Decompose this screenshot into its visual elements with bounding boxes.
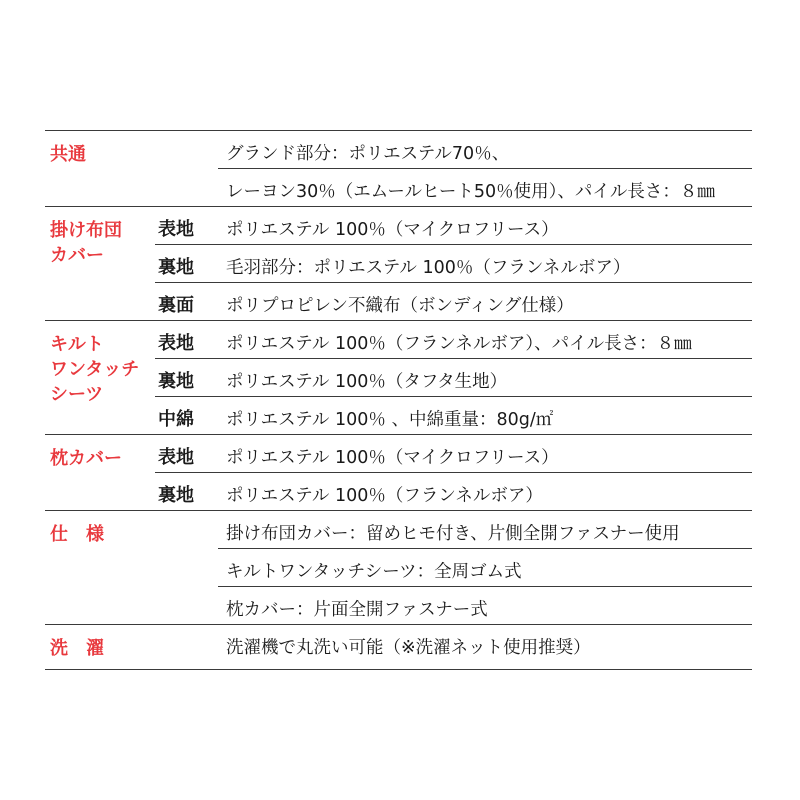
category-pillow-cover: 枕カバー <box>50 448 122 469</box>
divider <box>45 320 752 321</box>
value-spec-1: 掛け布団カバー：留めヒモ付き、片側全開ファスナー使用 <box>226 524 680 544</box>
divider <box>155 396 752 397</box>
category-line: シーツ <box>50 384 104 405</box>
divider <box>45 130 752 131</box>
divider <box>155 282 752 283</box>
divider <box>155 472 752 473</box>
divider <box>218 168 752 169</box>
divider <box>155 244 752 245</box>
sub-label-omote: 表地 <box>158 447 194 468</box>
sub-label-ura: 裏地 <box>158 371 194 392</box>
sub-label-omote: 表地 <box>158 333 194 354</box>
sub-label-nakawata: 中綿 <box>158 409 194 430</box>
category-line: キルト <box>50 334 104 355</box>
category-futon-cover <box>50 218 122 268</box>
divider <box>45 510 752 511</box>
value-quilt-omote: ポリエステル 100％（フランネルボア）、パイル長さ：８㎜ <box>226 334 692 354</box>
divider <box>218 586 752 587</box>
sub-label-ura: 裏地 <box>158 485 194 506</box>
category-line: カバー <box>50 245 104 266</box>
value-spec-2: キルトワンタッチシーツ：全周ゴム式 <box>226 562 522 582</box>
value-common-2: レーヨン30％（エムールヒート50％使用）、パイル長さ：８㎜ <box>226 182 715 202</box>
sub-label-omote: 表地 <box>158 219 194 240</box>
value-futon-omote: ポリエステル 100％（マイクロフリース） <box>226 220 559 240</box>
value-spec-3: 枕カバー：片面全開ファスナー式 <box>226 600 488 620</box>
value-quilt-ura: ポリエステル 100％（タフタ生地） <box>226 372 508 392</box>
value-quilt-nakawata: ポリエステル 100％ 、中綿重量：80g/㎡ <box>226 410 554 430</box>
divider <box>155 358 752 359</box>
value-common-1: グランド部分：ポリエステル70％、 <box>226 144 510 164</box>
divider <box>45 206 752 207</box>
category-washing: 洗 濯 <box>50 638 104 659</box>
value-washing-1: 洗濯機で丸洗い可能（※洗濯ネット使用推奨） <box>226 638 591 658</box>
value-futon-ura: 毛羽部分：ポリエステル 100％（フランネルボア） <box>226 258 631 278</box>
category-spec: 仕 様 <box>50 524 104 545</box>
sub-label-ura: 裏地 <box>158 257 194 278</box>
divider <box>218 548 752 549</box>
sub-label-urazura: 裏面 <box>158 295 194 316</box>
value-pillow-omote: ポリエステル 100％（マイクロフリース） <box>226 448 559 468</box>
divider <box>45 669 752 670</box>
value-futon-urazura: ポリプロピレン不織布（ボンディング仕様） <box>226 296 574 316</box>
value-pillow-ura: ポリエステル 100％（フランネルボア） <box>226 486 543 506</box>
category-line: 掛け布団 <box>50 220 122 241</box>
divider <box>45 624 752 625</box>
divider <box>45 434 752 435</box>
category-quilt-sheet <box>50 332 139 407</box>
category-common: 共通 <box>50 144 86 165</box>
category-line: ワンタッチ <box>50 359 140 380</box>
